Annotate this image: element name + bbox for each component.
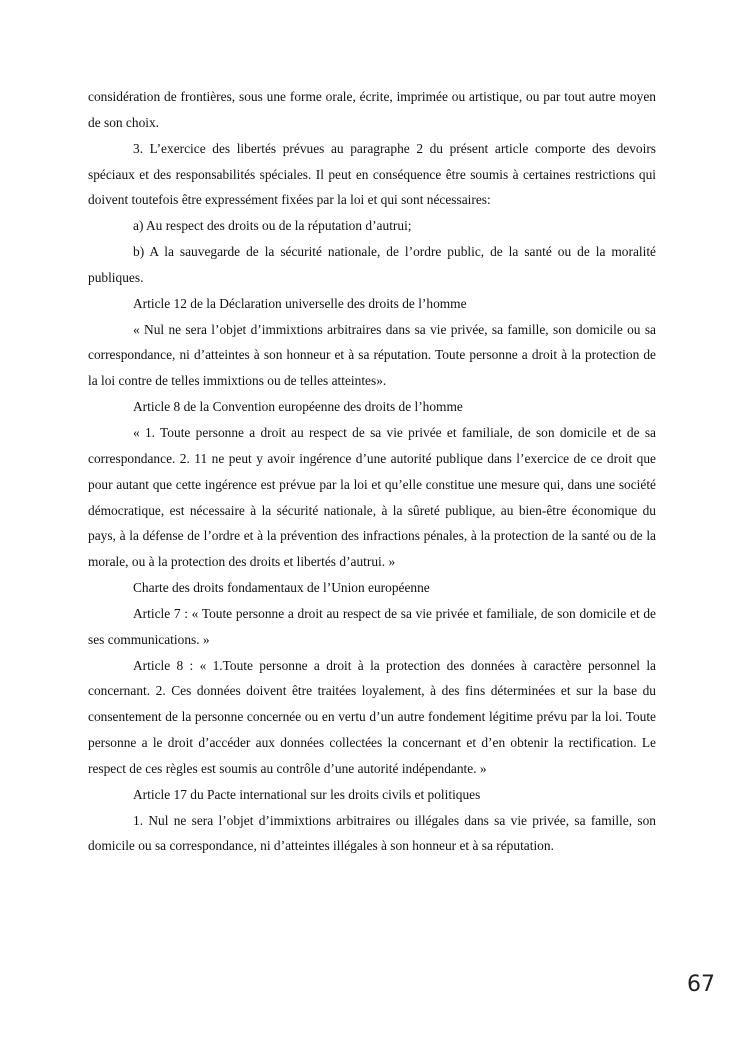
heading-eu-charter: Charte des droits fondamentaux de l’Union européenne: [133, 580, 430, 596]
quote-charter-article-8: Article 8 : « 1.Toute personne a droit à la protection des données à caractère personnel la concernant. 2. Ces données doivent être traitées loyalement, à des fins déterminées et sur la base du consentement de la personne concernée ou en vertu d’un autre fondement légitime prévu par la loi. Toute personne a le droit d’accéder aux données collectées la concernant et d’en obtenir la rectification. Le respect de ces règles est soumis au contrôle d’une autorité indépendante. »: [88, 657, 656, 776]
quote-charter-article-7: Article 7 : « Toute personne a droit au respect de sa vie privée et familiale, de son domicile et de ses communications. »: [88, 605, 656, 647]
heading-echr-article-8: Article 8 de la Convention européenne des droits de l’homme: [133, 399, 463, 415]
document-page: [88, 84, 656, 859]
paragraph-item-a: a) Au respect des droits ou de la réputation d’autrui;: [133, 218, 412, 234]
paragraph-item-b: b) A la sauvegarde de la sécurité nationale, de l’ordre public, de la santé ou de la moralité publiques.: [88, 244, 656, 285]
page-number: 67: [687, 972, 715, 997]
paragraph-3-restrictions: 3. L’exercice des libertés prévues au paragraphe 2 du présent article comporte des devoirs spéciaux et des responsabilités spéciales. Il peut en conséquence être soumis à certaines restrictions qui doivent toutefois être expressément fixées par la loi et qui sont nécessaires:: [88, 140, 656, 208]
quote-udhr-article-12: « Nul ne sera l’objet d’immixtions arbitraires dans sa vie privée, sa famille, son domicile ou sa correspondance, ni d’atteintes à son honneur et à sa réputation. Toute personne a droit à la protection de la loi contre de telles immixtions ou de telles atteintes».: [88, 321, 656, 389]
quote-echr-article-8: « 1. Toute personne a droit au respect de sa vie privée et familiale, de son domicile et de sa correspondance. 2. 11 ne peut y avoir ingérence d’une autorité publique dans l’exercice de ce droit que pour autant que cette ingérence est prévue par la loi et qu’elle constitue une mesure qui, dans une société démocratique, est nécessaire à la sécurité nationale, à la sûreté publique, au bien-être économique du pays, à la défense de l’ordre et à la prévention des infractions pénales, à la protection de la santé ou de la morale, ou à la protection des droits et libertés d’autrui. »: [88, 424, 656, 570]
quote-iccpr-article-17: 1. Nul ne sera l’objet d’immixtions arbitraires ou illégales dans sa vie privée, sa famille, son domicile ou sa correspondance, ni d’atteintes illégales à son honneur et à sa réputation.: [88, 812, 656, 854]
heading-udhr-article-12: Article 12 de la Déclaration universelle des droits de l’homme: [133, 295, 467, 311]
heading-iccpr-article-17: Article 17 du Pacte international sur les droits civils et politiques: [133, 786, 481, 802]
paragraph-continuation: considération de frontières, sous une forme orale, écrite, imprimée ou artistique, ou par tout autre moyen de son choix.: [88, 89, 656, 130]
